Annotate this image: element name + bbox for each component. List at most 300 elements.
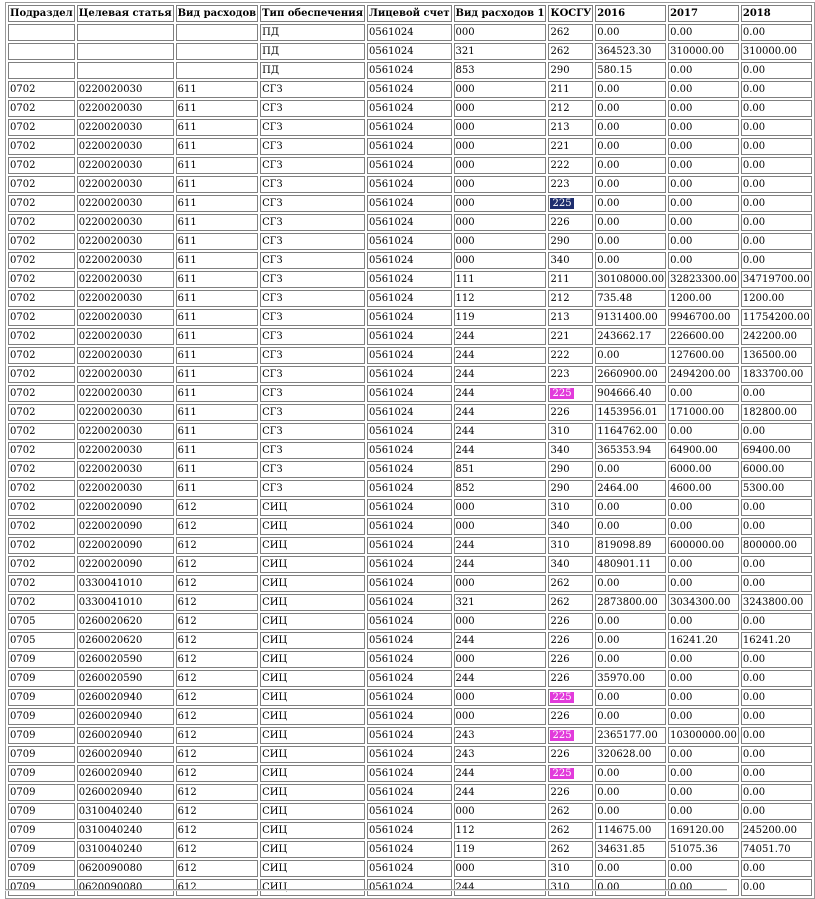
cell-account[interactable]: 0561024 — [367, 879, 452, 896]
cell-2017[interactable]: 0.00 — [668, 879, 739, 896]
cell-expense-type-1[interactable]: 000 — [454, 157, 547, 174]
cell-kosgu[interactable]: 290 — [548, 480, 593, 497]
cell-expense-type-1[interactable]: 000 — [454, 708, 547, 725]
table-row[interactable] — [8, 860, 812, 877]
cell-podrazdel[interactable]: 0705 — [8, 613, 75, 630]
table-row[interactable] — [8, 651, 812, 668]
cell-2016[interactable]: 480901.11 — [595, 556, 666, 573]
cell-account[interactable]: 0561024 — [367, 651, 452, 668]
cell-kosgu[interactable]: 226 — [548, 632, 593, 649]
cell-expense-type-1[interactable]: 000 — [454, 689, 547, 706]
cell-2016[interactable]: 819098.89 — [595, 537, 666, 554]
cell-2017[interactable]: 32823300.00 — [668, 271, 739, 288]
cell-2017[interactable]: 169120.00 — [668, 822, 739, 839]
cell-account[interactable]: 0561024 — [367, 214, 452, 231]
cell-2018[interactable]: 0.00 — [741, 214, 812, 231]
cell-target-article[interactable]: 0220020030 — [77, 423, 174, 440]
cell-podrazdel[interactable]: 0709 — [8, 841, 75, 858]
cell-expense-type[interactable]: 611 — [176, 347, 259, 364]
cell-kosgu[interactable]: 262 — [548, 803, 593, 820]
table-row[interactable] — [8, 176, 812, 193]
table-row[interactable] — [8, 81, 812, 98]
cell-account[interactable]: 0561024 — [367, 613, 452, 630]
cell-2016[interactable]: 0.00 — [595, 233, 666, 250]
cell-provision-type[interactable]: СИЦ — [260, 651, 365, 668]
cell-2016[interactable]: 0.00 — [595, 803, 666, 820]
cell-2018[interactable]: 0.00 — [741, 138, 812, 155]
cell-expense-type[interactable]: 612 — [176, 822, 259, 839]
cell-expense-type[interactable]: 612 — [176, 575, 259, 592]
table-row[interactable] — [8, 62, 812, 79]
cell-2017[interactable]: 0.00 — [668, 81, 739, 98]
cell-expense-type[interactable]: 612 — [176, 784, 259, 801]
cell-kosgu[interactable] — [548, 195, 593, 212]
cell-kosgu[interactable]: 290 — [548, 62, 593, 79]
cell-provision-type[interactable]: СИЦ — [260, 708, 365, 725]
table-row[interactable] — [8, 347, 812, 364]
cell-kosgu[interactable]: 222 — [548, 157, 593, 174]
cell-kosgu[interactable]: 340 — [548, 442, 593, 459]
cell-2018[interactable]: 69400.00 — [741, 442, 812, 459]
cell-provision-type[interactable]: СГЗ — [260, 328, 365, 345]
col-header-provision-type[interactable]: Тип обеспечения — [260, 5, 365, 22]
table-row[interactable] — [8, 689, 812, 706]
cell-podrazdel[interactable]: 0702 — [8, 290, 75, 307]
cell-target-article[interactable]: 0220020030 — [77, 195, 174, 212]
cell-podrazdel[interactable]: 0709 — [8, 746, 75, 763]
cell-expense-type[interactable]: 612 — [176, 632, 259, 649]
cell-podrazdel[interactable]: 0702 — [8, 594, 75, 611]
cell-kosgu[interactable] — [548, 385, 593, 402]
cell-2016[interactable]: 0.00 — [595, 119, 666, 136]
cell-target-article[interactable]: 0220020030 — [77, 480, 174, 497]
cell-provision-type[interactable]: СГЗ — [260, 252, 365, 269]
cell-account[interactable]: 0561024 — [367, 860, 452, 877]
cell-podrazdel[interactable]: 0702 — [8, 423, 75, 440]
cell-provision-type[interactable]: СГЗ — [260, 271, 365, 288]
table-row[interactable] — [8, 784, 812, 801]
cell-provision-type[interactable]: СИЦ — [260, 537, 365, 554]
cell-expense-type[interactable]: 611 — [176, 214, 259, 231]
cell-provision-type[interactable]: СГЗ — [260, 138, 365, 155]
table-row[interactable] — [8, 214, 812, 231]
cell-2016[interactable]: 0.00 — [595, 651, 666, 668]
table-row[interactable] — [8, 366, 812, 383]
cell-podrazdel[interactable]: 0702 — [8, 347, 75, 364]
cell-account[interactable]: 0561024 — [367, 537, 452, 554]
cell-expense-type[interactable]: 611 — [176, 176, 259, 193]
cell-expense-type[interactable]: 611 — [176, 404, 259, 421]
cell-expense-type-1[interactable]: 321 — [454, 43, 547, 60]
cell-2017[interactable]: 0.00 — [668, 499, 739, 516]
cell-provision-type[interactable]: СГЗ — [260, 176, 365, 193]
cell-expense-type-1[interactable]: 000 — [454, 24, 547, 41]
cell-account[interactable]: 0561024 — [367, 803, 452, 820]
cell-2016[interactable]: 0.00 — [595, 689, 666, 706]
cell-account[interactable]: 0561024 — [367, 442, 452, 459]
cell-2017[interactable]: 310000.00 — [668, 43, 739, 60]
cell-2018[interactable]: 0.00 — [741, 727, 812, 744]
cell-expense-type-1[interactable]: 000 — [454, 119, 547, 136]
cell-target-article[interactable]: 0220020030 — [77, 176, 174, 193]
cell-2018[interactable]: 0.00 — [741, 746, 812, 763]
cell-provision-type[interactable]: СИЦ — [260, 784, 365, 801]
cell-kosgu[interactable]: 226 — [548, 746, 593, 763]
cell-2017[interactable]: 0.00 — [668, 252, 739, 269]
cell-target-article[interactable]: 0260020620 — [77, 632, 174, 649]
cell-provision-type[interactable]: СГЗ — [260, 214, 365, 231]
cell-target-article[interactable]: 0220020090 — [77, 556, 174, 573]
cell-expense-type[interactable]: 611 — [176, 442, 259, 459]
cell-kosgu[interactable] — [548, 727, 593, 744]
cell-target-article[interactable]: 0220020030 — [77, 461, 174, 478]
cell-2016[interactable]: 0.00 — [595, 176, 666, 193]
cell-2016[interactable]: 580.15 — [595, 62, 666, 79]
cell-kosgu[interactable] — [548, 689, 593, 706]
cell-account[interactable]: 0561024 — [367, 100, 452, 117]
cell-expense-type[interactable]: 612 — [176, 651, 259, 668]
cell-expense-type-1[interactable]: 244 — [454, 537, 547, 554]
cell-2016[interactable]: 0.00 — [595, 214, 666, 231]
cell-podrazdel[interactable] — [8, 43, 75, 60]
cell-2017[interactable]: 127600.00 — [668, 347, 739, 364]
cell-podrazdel[interactable]: 0702 — [8, 537, 75, 554]
cell-2017[interactable]: 0.00 — [668, 575, 739, 592]
cell-target-article[interactable]: 0220020030 — [77, 119, 174, 136]
cell-2018[interactable]: 0.00 — [741, 803, 812, 820]
cell-2016[interactable]: 0.00 — [595, 784, 666, 801]
cell-podrazdel[interactable]: 0702 — [8, 81, 75, 98]
cell-2017[interactable]: 0.00 — [668, 765, 739, 782]
cell-account[interactable]: 0561024 — [367, 518, 452, 535]
cell-target-article[interactable]: 0310040240 — [77, 803, 174, 820]
cell-account[interactable]: 0561024 — [367, 81, 452, 98]
cell-target-article[interactable]: 0330041010 — [77, 575, 174, 592]
cell-kosgu[interactable]: 262 — [548, 24, 593, 41]
cell-expense-type[interactable]: 611 — [176, 157, 259, 174]
cell-expense-type-1[interactable]: 119 — [454, 309, 547, 326]
cell-expense-type[interactable]: 612 — [176, 518, 259, 535]
cell-2018[interactable]: 0.00 — [741, 765, 812, 782]
cell-expense-type-1[interactable]: 244 — [454, 879, 547, 896]
cell-kosgu[interactable]: 310 — [548, 879, 593, 896]
cell-2016[interactable]: 0.00 — [595, 157, 666, 174]
cell-kosgu[interactable]: 226 — [548, 651, 593, 668]
cell-kosgu[interactable]: 212 — [548, 100, 593, 117]
cell-2018[interactable]: 0.00 — [741, 689, 812, 706]
table-row[interactable] — [8, 537, 812, 554]
cell-expense-type-1[interactable]: 000 — [454, 860, 547, 877]
cell-expense-type[interactable]: 612 — [176, 594, 259, 611]
cell-2018[interactable]: 0.00 — [741, 518, 812, 535]
cell-target-article[interactable]: 0220020030 — [77, 347, 174, 364]
cell-2018[interactable]: 0.00 — [741, 100, 812, 117]
cell-account[interactable]: 0561024 — [367, 841, 452, 858]
cell-2018[interactable]: 5300.00 — [741, 480, 812, 497]
cell-account[interactable]: 0561024 — [367, 480, 452, 497]
cell-2017[interactable]: 0.00 — [668, 651, 739, 668]
cell-2017[interactable]: 600000.00 — [668, 537, 739, 554]
table-row[interactable] — [8, 480, 812, 497]
cell-2016[interactable]: 0.00 — [595, 347, 666, 364]
col-header-2018[interactable]: 2018 — [741, 5, 812, 22]
cell-target-article[interactable]: 0260020590 — [77, 670, 174, 687]
cell-expense-type-1[interactable]: 000 — [454, 252, 547, 269]
cell-expense-type-1[interactable]: 244 — [454, 423, 547, 440]
cell-2018[interactable]: 34719700.00 — [741, 271, 812, 288]
cell-2016[interactable]: 364523.30 — [595, 43, 666, 60]
cell-2018[interactable]: 0.00 — [741, 670, 812, 687]
table-row[interactable] — [8, 195, 812, 212]
cell-target-article[interactable]: 0220020030 — [77, 366, 174, 383]
cell-account[interactable]: 0561024 — [367, 24, 452, 41]
cell-2017[interactable]: 51075.36 — [668, 841, 739, 858]
cell-2016[interactable]: 243662.17 — [595, 328, 666, 345]
cell-target-article[interactable]: 0310040240 — [77, 822, 174, 839]
cell-expense-type-1[interactable]: 321 — [454, 594, 547, 611]
cell-provision-type[interactable]: СИЦ — [260, 499, 365, 516]
cell-2016[interactable]: 0.00 — [595, 100, 666, 117]
cell-expense-type[interactable]: 612 — [176, 537, 259, 554]
cell-2018[interactable]: 0.00 — [741, 62, 812, 79]
cell-target-article[interactable]: 0220020090 — [77, 537, 174, 554]
cell-expense-type-1[interactable]: 243 — [454, 746, 547, 763]
table-row[interactable] — [8, 727, 812, 744]
cell-target-article[interactable]: 0220020030 — [77, 233, 174, 250]
cell-2018[interactable]: 0.00 — [741, 879, 812, 896]
cell-2018[interactable]: 136500.00 — [741, 347, 812, 364]
cell-expense-type[interactable]: 611 — [176, 309, 259, 326]
cell-2018[interactable]: 0.00 — [741, 423, 812, 440]
cell-kosgu[interactable]: 226 — [548, 708, 593, 725]
cell-kosgu[interactable]: 310 — [548, 499, 593, 516]
cell-2017[interactable]: 0.00 — [668, 157, 739, 174]
cell-2017[interactable]: 4600.00 — [668, 480, 739, 497]
cell-kosgu[interactable]: 211 — [548, 81, 593, 98]
cell-provision-type[interactable]: СГЗ — [260, 385, 365, 402]
cell-account[interactable]: 0561024 — [367, 423, 452, 440]
cell-expense-type-1[interactable]: 000 — [454, 176, 547, 193]
cell-expense-type-1[interactable]: 244 — [454, 632, 547, 649]
cell-kosgu[interactable]: 226 — [548, 214, 593, 231]
cell-account[interactable]: 0561024 — [367, 252, 452, 269]
cell-2018[interactable]: 74051.70 — [741, 841, 812, 858]
cell-target-article[interactable]: 0260020590 — [77, 651, 174, 668]
cell-account[interactable]: 0561024 — [367, 271, 452, 288]
cell-podrazdel[interactable]: 0702 — [8, 176, 75, 193]
cell-2018[interactable]: 800000.00 — [741, 537, 812, 554]
cell-provision-type[interactable]: ПД — [260, 62, 365, 79]
cell-expense-type[interactable]: 611 — [176, 290, 259, 307]
table-row[interactable] — [8, 822, 812, 839]
cell-2016[interactable]: 0.00 — [595, 765, 666, 782]
cell-provision-type[interactable]: СГЗ — [260, 119, 365, 136]
col-header-2016[interactable]: 2016 — [595, 5, 666, 22]
cell-2018[interactable]: 0.00 — [741, 385, 812, 402]
cell-account[interactable]: 0561024 — [367, 138, 452, 155]
cell-2017[interactable]: 0.00 — [668, 195, 739, 212]
cell-podrazdel[interactable]: 0709 — [8, 689, 75, 706]
cell-target-article[interactable]: 0220020030 — [77, 81, 174, 98]
cell-provision-type[interactable]: СИЦ — [260, 841, 365, 858]
cell-account[interactable]: 0561024 — [367, 670, 452, 687]
cell-podrazdel[interactable]: 0709 — [8, 765, 75, 782]
cell-account[interactable]: 0561024 — [367, 62, 452, 79]
cell-kosgu[interactable]: 310 — [548, 537, 593, 554]
cell-2017[interactable]: 0.00 — [668, 746, 739, 763]
cell-2018[interactable]: 0.00 — [741, 651, 812, 668]
cell-2017[interactable]: 0.00 — [668, 613, 739, 630]
cell-2018[interactable]: 16241.20 — [741, 632, 812, 649]
cell-2016[interactable]: 0.00 — [595, 708, 666, 725]
cell-expense-type[interactable]: 612 — [176, 841, 259, 858]
cell-account[interactable]: 0561024 — [367, 765, 452, 782]
cell-expense-type-1[interactable]: 000 — [454, 195, 547, 212]
cell-podrazdel[interactable] — [8, 24, 75, 41]
cell-podrazdel[interactable]: 0702 — [8, 309, 75, 326]
cell-kosgu[interactable]: 226 — [548, 784, 593, 801]
cell-target-article[interactable] — [77, 24, 174, 41]
cell-podrazdel[interactable]: 0702 — [8, 328, 75, 345]
cell-target-article[interactable]: 0260020940 — [77, 765, 174, 782]
cell-account[interactable]: 0561024 — [367, 708, 452, 725]
cell-expense-type[interactable]: 611 — [176, 195, 259, 212]
cell-expense-type-1[interactable]: 112 — [454, 290, 547, 307]
cell-account[interactable]: 0561024 — [367, 594, 452, 611]
cell-target-article[interactable]: 0220020030 — [77, 214, 174, 231]
cell-kosgu[interactable]: 223 — [548, 366, 593, 383]
cell-podrazdel[interactable]: 0702 — [8, 461, 75, 478]
cell-account[interactable]: 0561024 — [367, 727, 452, 744]
cell-2018[interactable]: 0.00 — [741, 613, 812, 630]
cell-account[interactable]: 0561024 — [367, 632, 452, 649]
cell-podrazdel[interactable]: 0702 — [8, 214, 75, 231]
cell-account[interactable]: 0561024 — [367, 347, 452, 364]
cell-target-article[interactable]: 0620090080 — [77, 879, 174, 896]
cell-provision-type[interactable]: СГЗ — [260, 157, 365, 174]
cell-podrazdel[interactable]: 0709 — [8, 822, 75, 839]
col-header-target-article[interactable]: Целевая статья — [77, 5, 174, 22]
cell-provision-type[interactable]: СГЗ — [260, 195, 365, 212]
cell-target-article[interactable]: 0220020030 — [77, 138, 174, 155]
cell-2018[interactable]: 0.00 — [741, 81, 812, 98]
cell-account[interactable]: 0561024 — [367, 499, 452, 516]
cell-podrazdel[interactable]: 0709 — [8, 670, 75, 687]
cell-expense-type[interactable]: 612 — [176, 556, 259, 573]
cell-expense-type-1[interactable]: 000 — [454, 518, 547, 535]
table-row[interactable] — [8, 803, 812, 820]
cell-2017[interactable]: 0.00 — [668, 138, 739, 155]
cell-provision-type[interactable]: ПД — [260, 43, 365, 60]
table-row[interactable] — [8, 765, 812, 782]
cell-provision-type[interactable]: СИЦ — [260, 594, 365, 611]
cell-provision-type[interactable]: СИЦ — [260, 670, 365, 687]
cell-kosgu[interactable]: 340 — [548, 518, 593, 535]
cell-2016[interactable]: 0.00 — [595, 195, 666, 212]
cell-2017[interactable]: 10300000.00 — [668, 727, 739, 744]
cell-expense-type[interactable]: 611 — [176, 271, 259, 288]
cell-provision-type[interactable]: СГЗ — [260, 480, 365, 497]
cell-2017[interactable]: 0.00 — [668, 518, 739, 535]
cell-expense-type-1[interactable]: 000 — [454, 575, 547, 592]
cell-account[interactable]: 0561024 — [367, 385, 452, 402]
table-row[interactable] — [8, 385, 812, 402]
cell-kosgu[interactable]: 223 — [548, 176, 593, 193]
cell-expense-type[interactable]: 611 — [176, 138, 259, 155]
cell-2017[interactable]: 0.00 — [668, 803, 739, 820]
cell-2016[interactable]: 0.00 — [595, 860, 666, 877]
table-row[interactable] — [8, 24, 812, 41]
cell-kosgu[interactable]: 262 — [548, 594, 593, 611]
cell-expense-type[interactable]: 611 — [176, 119, 259, 136]
cell-2018[interactable]: 0.00 — [741, 708, 812, 725]
cell-2017[interactable]: 3034300.00 — [668, 594, 739, 611]
cell-2016[interactable]: 0.00 — [595, 613, 666, 630]
cell-2018[interactable]: 245200.00 — [741, 822, 812, 839]
cell-provision-type[interactable]: СИЦ — [260, 746, 365, 763]
cell-expense-type[interactable]: 611 — [176, 252, 259, 269]
table-row[interactable] — [8, 290, 812, 307]
cell-podrazdel[interactable]: 0709 — [8, 651, 75, 668]
cell-expense-type[interactable]: 612 — [176, 765, 259, 782]
table-row[interactable] — [8, 746, 812, 763]
cell-target-article[interactable]: 0220020030 — [77, 404, 174, 421]
cell-account[interactable]: 0561024 — [367, 461, 452, 478]
cell-2017[interactable]: 6000.00 — [668, 461, 739, 478]
cell-2017[interactable]: 0.00 — [668, 670, 739, 687]
cell-podrazdel[interactable]: 0702 — [8, 195, 75, 212]
cell-podrazdel[interactable]: 0702 — [8, 518, 75, 535]
cell-target-article[interactable]: 0220020030 — [77, 100, 174, 117]
cell-account[interactable]: 0561024 — [367, 43, 452, 60]
cell-target-article[interactable]: 0260020940 — [77, 708, 174, 725]
cell-account[interactable]: 0561024 — [367, 233, 452, 250]
cell-target-article[interactable]: 0310040240 — [77, 841, 174, 858]
col-header-account[interactable]: Лицевой счет — [367, 5, 452, 22]
cell-provision-type[interactable]: СГЗ — [260, 366, 365, 383]
cell-kosgu[interactable]: 340 — [548, 252, 593, 269]
cell-2018[interactable]: 11754200.00 — [741, 309, 812, 326]
cell-target-article[interactable]: 0220020090 — [77, 518, 174, 535]
cell-2016[interactable]: 0.00 — [595, 499, 666, 516]
cell-expense-type-1[interactable]: 853 — [454, 62, 547, 79]
cell-target-article[interactable]: 0260020940 — [77, 784, 174, 801]
cell-2017[interactable]: 9946700.00 — [668, 309, 739, 326]
col-header-expense-type[interactable]: Вид расходов — [176, 5, 259, 22]
cell-target-article[interactable]: 0220020090 — [77, 499, 174, 516]
cell-podrazdel[interactable]: 0709 — [8, 803, 75, 820]
table-row[interactable] — [8, 879, 812, 896]
cell-target-article[interactable]: 0260020620 — [77, 613, 174, 630]
table-row[interactable] — [8, 100, 812, 117]
cell-podrazdel[interactable]: 0705 — [8, 632, 75, 649]
cell-2017[interactable]: 2494200.00 — [668, 366, 739, 383]
cell-expense-type[interactable]: 612 — [176, 499, 259, 516]
cell-kosgu[interactable]: 262 — [548, 822, 593, 839]
cell-expense-type[interactable]: 611 — [176, 100, 259, 117]
cell-expense-type-1[interactable]: 244 — [454, 404, 547, 421]
cell-2018[interactable]: 0.00 — [741, 860, 812, 877]
cell-2017[interactable]: 226600.00 — [668, 328, 739, 345]
cell-account[interactable]: 0561024 — [367, 176, 452, 193]
cell-provision-type[interactable]: СГЗ — [260, 309, 365, 326]
cell-provision-type[interactable]: СИЦ — [260, 822, 365, 839]
cell-target-article[interactable]: 0220020030 — [77, 385, 174, 402]
cell-2016[interactable]: 0.00 — [595, 81, 666, 98]
cell-provision-type[interactable]: СИЦ — [260, 575, 365, 592]
cell-2017[interactable]: 64900.00 — [668, 442, 739, 459]
cell-target-article[interactable]: 0260020940 — [77, 727, 174, 744]
